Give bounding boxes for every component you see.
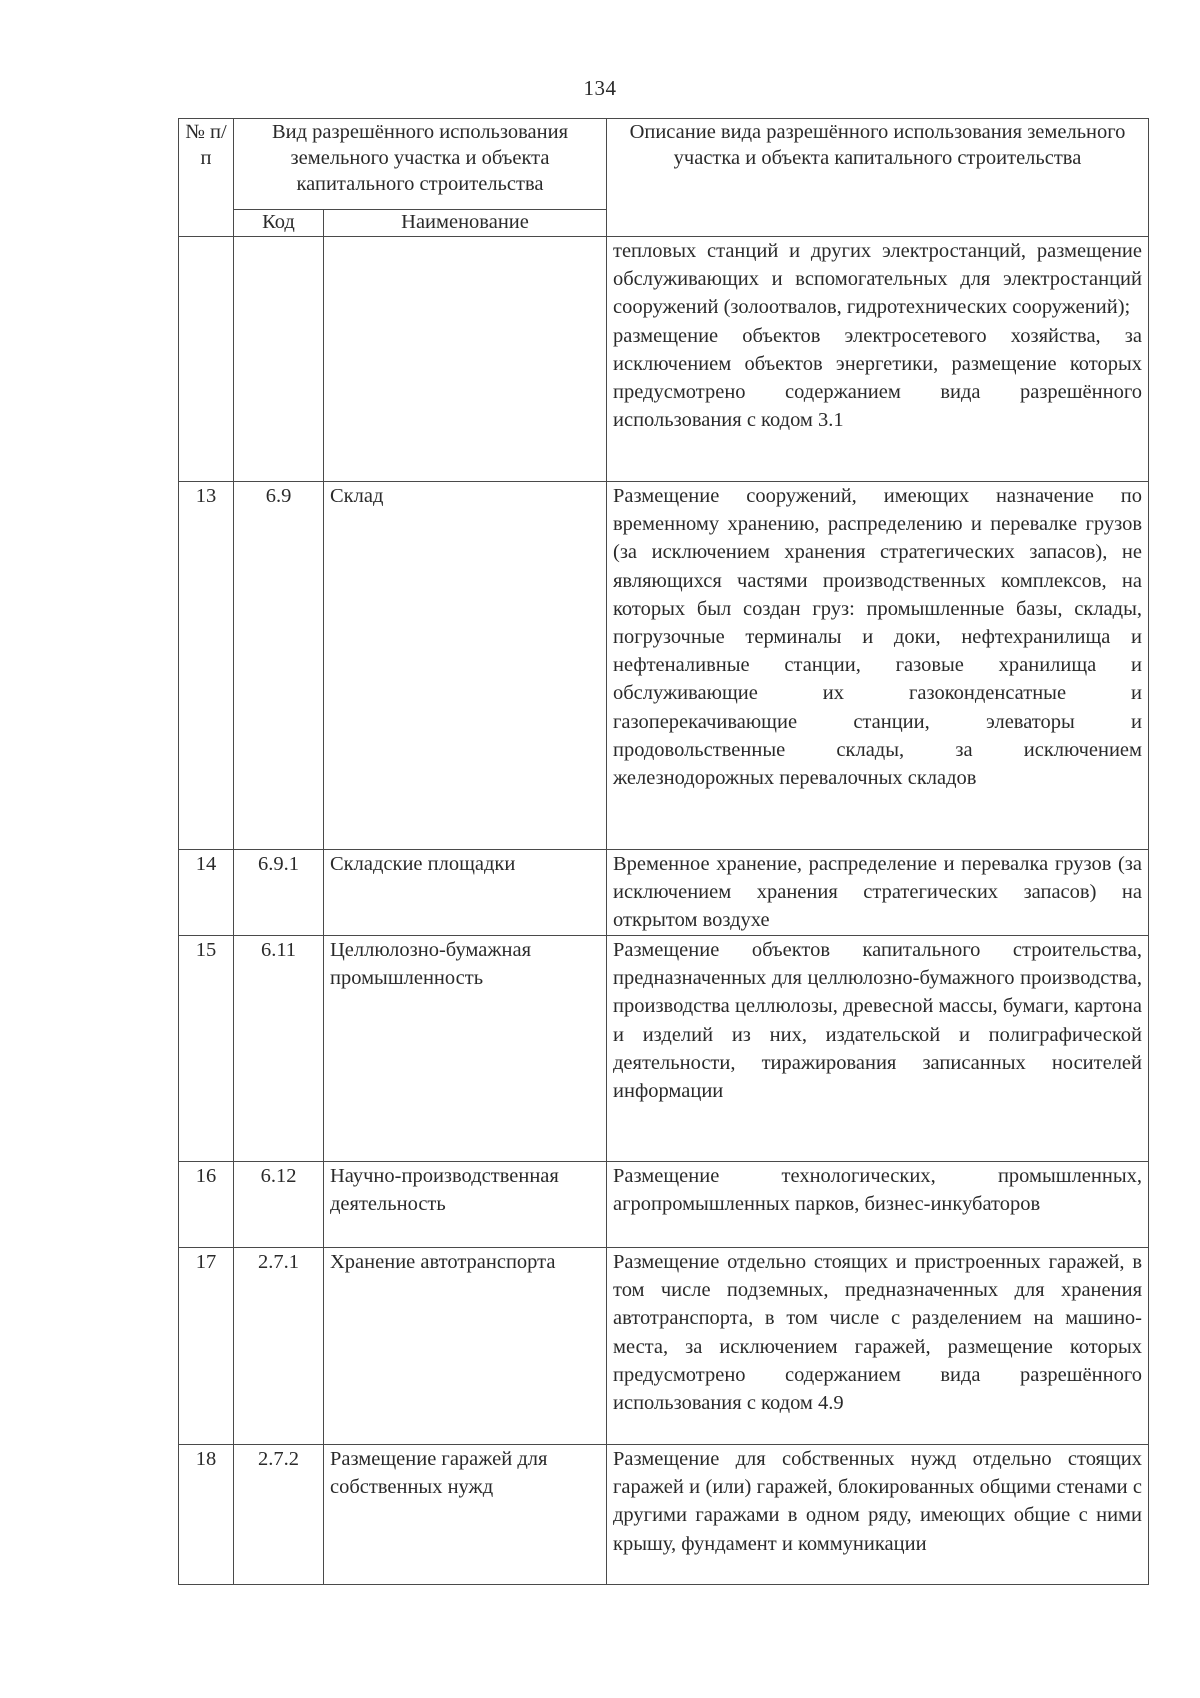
- table-row: [179, 1445, 1149, 1585]
- row-description: Временное хранение, распределение и перевалка грузов (за исключением хранения стратегических запасов) на открытом воздухе: [607, 850, 1149, 936]
- table-header: [179, 119, 1149, 237]
- row-number: 16: [179, 1162, 234, 1248]
- row-description: Размещение сооружений, имеющих назначение по временному хранению, распределению и перевалке грузов (за исключением хранения стратегических запасов), не являющихся частями производственных комплексов, на которых был создан груз: промышленные базы, склады, погрузочные терминалы и доки, нефтехранилища и нефтеналивные станции, газовые хранилища и обслуживающие их газоконденсатные и газоперекачивающие станции, элеваторы и продовольственные склады, за исключением железнодорожных перевалочных складов: [607, 482, 1149, 850]
- row-code: 2.7.2: [234, 1445, 324, 1585]
- row-number: 13: [179, 482, 234, 850]
- row-number: [179, 237, 234, 482]
- page-number: 134: [583, 76, 617, 100]
- row-description: [607, 237, 1149, 482]
- row-code: 6.9.1: [234, 850, 324, 936]
- table-row: [179, 850, 1149, 936]
- row-number: 15: [179, 936, 234, 1162]
- row-code: [234, 237, 324, 482]
- land-use-table: [178, 118, 1149, 1585]
- table-row: [179, 936, 1149, 1162]
- table-row: [179, 1248, 1149, 1445]
- row-description: Размещение технологических, промышленных, агропромышленных парков, бизнес-инкубаторов: [607, 1162, 1149, 1248]
- row-number: 17: [179, 1248, 234, 1445]
- row-description: Размещение объектов капитального строительства, предназначенных для целлюлозно-бумажного производства, производства целлюлозы, древесной массы, бумаги, картона и изделий из них, издательской и полиграфической деятельности, тиражирования записанных носителей информации: [607, 936, 1149, 1162]
- row-code: 6.12: [234, 1162, 324, 1248]
- table-row: [179, 482, 1149, 850]
- header-land-use-type: Вид разрешённого использования земельного участка и объекта капитального строительства: [234, 119, 607, 210]
- description-paragraph: тепловых станций и других электростанций, размещение обслуживающих и вспомогательных для электростанций сооружений (золоотвалов, гидротехнических сооружений);: [613, 240, 1142, 319]
- row-name: Хранение автотранспорта: [324, 1248, 607, 1445]
- row-number: 18: [179, 1445, 234, 1585]
- table-row: [179, 1162, 1149, 1248]
- row-description: Размещение отдельно стоящих и пристроенных гаражей, в том числе подземных, предназначенных для хранения автотранспорта, в том числе с разделением на машино-места, за исключением гаражей, размещение которых предусмотрено содержанием вида разрешённого использования с кодом 4.9: [607, 1248, 1149, 1445]
- row-name: Научно-производственная деятельность: [324, 1162, 607, 1248]
- row-description: Размещение для собственных нужд отдельно стоящих гаражей и (или) гаражей, блокированных общими стенами с другими гаражами в одном ряду, имеющих общие с ними крышу, фундамент и коммуникации: [607, 1445, 1149, 1585]
- row-name: Складские площадки: [324, 850, 607, 936]
- description-paragraph: размещение объектов электросетевого хозяйства, за исключением объектов энергетики, размещение которых предусмотрено содержанием вида разрешённого использования с кодом 3.1: [613, 324, 1142, 432]
- header-name: Наименование: [324, 210, 607, 237]
- row-name: Размещение гаражей для собственных нужд: [324, 1445, 607, 1585]
- row-name: Склад: [324, 482, 607, 850]
- row-code: 2.7.1: [234, 1248, 324, 1445]
- row-code: 6.11: [234, 936, 324, 1162]
- row-number: 14: [179, 850, 234, 936]
- row-code: 6.9: [234, 482, 324, 850]
- header-description: Описание вида разрешённого использования земельного участка и объекта капитального строительства: [607, 119, 1149, 237]
- row-name: Целлюлозно-бумажная промышленность: [324, 936, 607, 1162]
- table-row-continuation: [179, 237, 1149, 482]
- header-code: Код: [234, 210, 324, 237]
- row-name: [324, 237, 607, 482]
- header-number: № п/п: [179, 119, 234, 237]
